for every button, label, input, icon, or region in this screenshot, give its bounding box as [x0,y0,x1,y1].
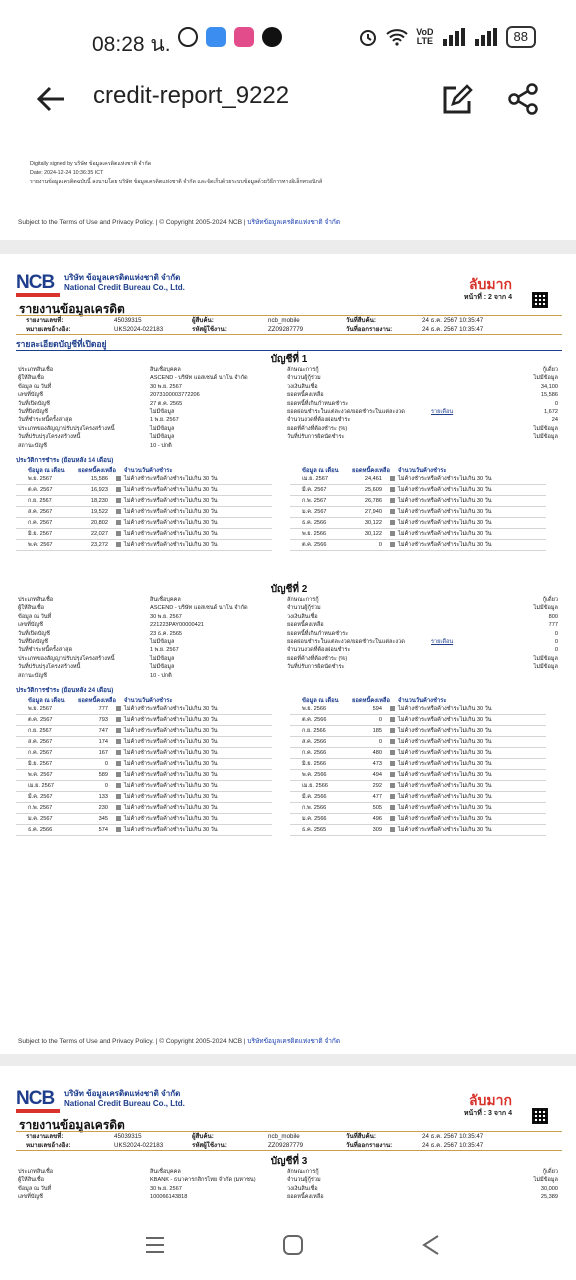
field-label: วันที่ปรับการผิดนัดชำระ [287,664,345,671]
field-value: 15,586 [540,392,558,399]
field-label: วันที่ปิดบัญชี [18,409,48,415]
back-icon[interactable] [420,1234,442,1256]
history-row: มี.ค. 2567 25,609 ไม่ค้างชำระหรือค้างชำระไม่เกิน 30 วัน [290,485,546,496]
account-title: บัญชีที่ 1 [270,354,308,365]
history-row: มิ.ย. 2566 473 ไม่ค้างชำระหรือค้างชำระไม่เกิน 30 วัน [290,759,546,770]
history-title: ประวัติการชำระ (ย้อนหลัง 24 เดือน) [16,687,114,694]
history-column-header: ยอดหนี้คงเหลือ [352,468,390,474]
tiktok-icon [178,27,198,47]
field-value: ไม่มีข้อมูล [150,434,175,441]
pdf-page-1 [0,122,576,240]
field-value: ไม่มีข้อมูล [150,425,175,432]
field-label: วงเงินสินเชื่อ [287,613,318,620]
field-label: วันที่ปรับปรุงโครงสร้างหนี้ [18,664,81,671]
history-row: เม.ย. 2567 0 ไม่ค้างชำระหรือค้างชำระไม่เกิน 30 วัน [16,781,272,792]
history-title: ประวัติการชำระ (ย้อนหลัง 14 เดือน) [16,457,114,464]
field-label: ประเภทของสัญญาปรับปรุงโครงสร้างหนี้ [18,655,115,662]
field-label: วันที่ปรับปรุงโครงสร้างหนี้ [18,434,81,441]
field-value: ไม่มีข้อมูล [533,425,558,432]
field-label: เลขที่บัญชี [18,1194,43,1201]
field-value: 30 พ.ย. 2567 [150,613,182,620]
field-label: วงเงินสินเชื่อ [287,1185,318,1192]
field-value: 25,389 [540,1194,558,1201]
history-row: มี.ค. 2567 133 ไม่ค้างชำระหรือค้างชำระไม่เกิน 30 วัน [16,792,272,803]
history-row: ก.ค. 2567 167 ไม่ค้างชำระหรือค้างชำระไม่เกิน 30 วัน [16,748,272,759]
field-value: 30 พ.ย. 2567 [150,1185,182,1192]
history-row: ก.ย. 2566 185 ไม่ค้างชำระหรือค้างชำระไม่เกิน 30 วัน [290,726,546,737]
field-value: 34,100 [540,383,558,390]
field-value: KBANK - ธนาคารกสิกรไทย จำกัด (มหาชน) [150,1177,256,1184]
field-value: สินเชื่อบุคคล [150,597,181,603]
history-column-header: ข้อมูล ณ เดือน [302,698,339,704]
document-title: credit-report_9222 [93,82,290,109]
history-column-header: ข้อมูล ณ เดือน [28,468,65,474]
field-label: ประเภทสินเชื่อ [18,367,54,373]
field-value: 777 [548,622,558,629]
company-name: บริษัท ข้อมูลเครดิตแห่งชาติ จำกัด National Credit Bureau Co., Ltd. [64,1089,185,1108]
field-label: ยอดหนี้คงเหลือ [287,392,324,399]
history-row: ส.ค. 2566 0 ไม่ค้างชำระหรือค้างชำระไม่เกิน 30 วัน [290,737,546,748]
field-value: ไม่มีข้อมูล [533,375,558,382]
field-label: จำนวนผู้กู้ร่วม [287,605,321,612]
history-row: ก.ค. 2567 20,802 ไม่ค้างชำระหรือค้างชำระไม่เกิน 30 วัน [16,518,272,529]
history-row: ม.ค. 2566 496 ไม่ค้างชำระหรือค้างชำระไม่เกิน 30 วัน [290,814,546,825]
ncb-logo: NCB [16,1088,60,1113]
history-row: พ.ค. 2567 589 ไม่ค้างชำระหรือค้างชำระไม่เกิน 30 วัน [16,770,272,781]
company-name: บริษัท ข้อมูลเครดิตแห่งชาติ จำกัด National Credit Bureau Co., Ltd. [64,273,185,292]
history-row: มิ.ย. 2567 0 ไม่ค้างชำระหรือค้างชำระไม่เกิน 30 วัน [16,759,272,770]
history-row: ก.ย. 2567 747 ไม่ค้างชำระหรือค้างชำระไม่เกิน 30 วัน [16,726,272,737]
field-label: วันที่ปิดบัญชี [18,639,48,645]
history-column-header: ยอดหนี้คงเหลือ [352,698,390,704]
wifi-icon [386,28,408,46]
page-number: หน้าที่ : 3 จาก 4 [463,1110,512,1117]
field-value: กู้เดี่ยว [542,597,558,603]
field-value: ไม่มีข้อมูล [533,1177,558,1184]
footer-link[interactable]: บริษัทข้อมูลเครดิตแห่งชาติ จำกัด [247,1038,341,1045]
field-label: ยอดผ่อนชำระในแต่ละงวด/ยอดชำระในแต่ละงวด [287,409,405,415]
history-row: พ.ย. 2566 594 ไม่ค้างชำระหรือค้างชำระไม่เกิน 30 วัน [290,704,546,715]
field-label: เลขที่บัญชี [18,622,43,629]
history-row: มี.ค. 2566 477 ไม่ค้างชำระหรือค้างชำระไม่เกิน 30 วัน [290,792,546,803]
field-value: ไม่มีข้อมูล [533,655,558,662]
page-footer: Subject to the Terms of Use and Privacy Policy. | © Copyright 2005-2024 NCB | บริษัทข้อมูลเครดิตแห่งชาติ จำกัด [18,1038,341,1045]
field-value: 800 [548,613,558,620]
history-column-header: ข้อมูล ณ เดือน [28,698,65,704]
field-value: 100066143818 [150,1194,188,1201]
field-label: ข้อมูล ณ วันที่ [18,613,52,620]
field-label: ลักษณะการกู้ [287,1169,319,1175]
alarm-icon [358,27,378,47]
status-bar [0,0,576,76]
field-value: ไม่มีข้อมูล [150,639,175,645]
field-value: 0 [554,630,558,637]
field-value: กู้เดี่ยว [542,367,558,373]
field-label: ลักษณะการกู้ [287,367,319,373]
chat-app-icon [206,27,226,47]
history-row: ก.พ. 2566 505 ไม่ค้างชำระหรือค้างชำระไม่เกิน 30 วัน [290,803,546,814]
field-label: ยอดหนี้คงเหลือ [287,622,324,629]
history-row: ก.ค. 2566 480 ไม่ค้างชำระหรือค้างชำระไม่เกิน 30 วัน [290,748,546,759]
back-arrow-icon[interactable] [34,82,68,116]
home-icon[interactable] [282,1234,304,1256]
edit-icon[interactable] [440,82,474,116]
field-label: ยอดหนี้ที่เกินกำหนดชำระ [287,400,349,407]
field-value: 0 [554,400,558,407]
field-label: ยอดที่ค้างที่ต้องชำระ (%) [287,655,348,662]
system-icons [358,26,536,48]
field-value: 0 [554,647,558,654]
history-row: ก.ย. 2567 18,230 ไม่ค้างชำระหรือค้างชำระไม่เกิน 30 วัน [16,496,272,507]
field-label: จำนวนผู้กู้ร่วม [287,375,321,382]
confidential-badge: ลับมาก [468,1092,512,1108]
field-label: ยอดหนี้ที่เกินกำหนดชำระ [287,630,349,637]
digital-signature: Digitally signed by บริษัท ข้อมูลเครดิตแห่งชาติ จำกัด Date: 2024-12-24 10:36:35 ICT รายงานข้อมูลเครดิตฉบับนี้ ลงนามโดย บริษัท ข้อมูลเครดิตแห่งชาติ จำกัด และจัดเก็บด้วยระบบข้อมูลด้วยวิธีการทางอิเล็กทรอนิกส์ [30,161,323,185]
history-row: ต.ค. 2566 0 ไม่ค้างชำระหรือค้างชำระไม่เกิน 30 วัน [290,540,546,551]
history-row: ต.ค. 2566 0 ไม่ค้างชำระหรือค้างชำระไม่เกิน 30 วัน [290,715,546,726]
field-label: สถานะบัญชี [18,442,47,449]
field-label: ประเภทสินเชื่อ [18,1169,54,1175]
field-label: ผู้ให้สินเชื่อ [18,1177,45,1184]
field-value: 221223PAY00000421 [150,622,204,629]
facebook-icon [262,27,282,47]
field-value: ASCEND - บริษัท แอสเซนด์ นาโน จำกัด [150,605,248,612]
field-value: ไม่มีข้อมูล [150,664,175,671]
field-label: วันที่ชำระหนี้ครั้งล่าสุด [18,647,73,654]
field-label: สถานะบัญชี [18,672,47,679]
field-label: ลักษณะการกู้ [287,597,319,603]
navigation-bar [0,1210,576,1280]
field-label: วันที่เปิดบัญชี [18,400,50,407]
field-value: กู้เดี่ยว [542,1169,558,1175]
field-label: จำนวนงวดที่ต้องผ่อนชำระ [287,417,351,424]
monthly-link: รายเดือน [431,639,454,645]
field-value: สินเชื่อบุคคล [150,367,181,373]
history-column-header: จำนวนวันค้างชำระ [398,468,447,474]
field-value: 10 - ปกติ [150,672,172,679]
history-row: พ.ค. 2566 494 ไม่ค้างชำระหรือค้างชำระไม่เกิน 30 วัน [290,770,546,781]
history-column-header: ยอดหนี้คงเหลือ [78,698,116,704]
history-row: ก.พ. 2567 26,786 ไม่ค้างชำระหรือค้างชำระไม่เกิน 30 วัน [290,496,546,507]
field-value: 10 - ปกติ [150,442,172,449]
field-value: ไม่มีข้อมูล [150,655,175,662]
page-gap [0,240,576,254]
account-title: บัญชีที่ 3 [270,1156,308,1167]
history-row: พ.ย. 2567 15,586 ไม่ค้างชำระหรือค้างชำระไม่เกิน 30 วัน [16,474,272,485]
footer-link[interactable]: บริษัทข้อมูลเครดิตแห่งชาติ จำกัด [247,219,341,226]
field-label: ยอดหนี้คงเหลือ [287,1194,324,1201]
field-label: ยอดผ่อนชำระในแต่ละงวด/ยอดชำระในแต่ละงวด [287,639,405,645]
field-label: วงเงินสินเชื่อ [287,383,318,390]
field-label: จำนวนงวดที่ต้องผ่อนชำระ [287,647,351,654]
report-title: รายงานข้อมูลเครดิต [19,302,125,316]
signal-icon-2 [474,28,498,46]
qr-code [532,1108,548,1124]
field-value: 27 ต.ค. 2565 [150,400,183,407]
share-icon[interactable] [506,82,540,116]
field-label: วันที่เปิดบัญชี [18,630,50,637]
field-value: ไม่มีข้อมูล [533,605,558,612]
field-label: ผู้ให้สินเชื่อ [18,605,45,612]
account-title: บัญชีที่ 2 [270,584,308,595]
field-value: 30 พ.ย. 2567 [150,383,182,390]
report-title: รายงานข้อมูลเครดิต [19,1118,125,1132]
volte-icon: VoD LTE [416,27,434,46]
history-column-header: จำนวนวันค้างชำระ [398,698,447,704]
field-value: ASCEND - บริษัท แอสเซนด์ นาโน จำกัด [150,375,248,382]
field-value: 24 [551,417,558,424]
history-row: พ.ย. 2567 777 ไม่ค้างชำระหรือค้างชำระไม่เกิน 30 วัน [16,704,272,715]
confidential-badge: ลับมาก [468,276,512,292]
field-label: จำนวนผู้กู้ร่วม [287,1177,321,1184]
section-divider [16,350,562,351]
history-row: ม.ค. 2567 27,940 ไม่ค้างชำระหรือค้างชำระไม่เกิน 30 วัน [290,507,546,518]
history-row: ส.ค. 2567 19,522 ไม่ค้างชำระหรือค้างชำระไม่เกิน 30 วัน [16,507,272,518]
line-man-icon [234,27,254,47]
history-row: ธ.ค. 2566 574 ไม่ค้างชำระหรือค้างชำระไม่เกิน 30 วัน [16,825,272,836]
field-value: ไม่มีข้อมูล [533,664,558,671]
history-column-header: ข้อมูล ณ เดือน [302,468,339,474]
report-meta: รายงานเลขที่: 45039315 ผู้สืบค้น: ncb_mobile วันที่สืบค้น: 24 ธ.ค. 2567 10:35:47 หมายเลขอ้างอิง: UKS2024-022183 รหัสผู้ใช้งาน: ZZ09287779 วันที่ออกรายงาน: 24 ธ.ค. 2567 10:35:47 [16,1131,562,1151]
notification-icons [178,27,282,47]
field-value: สินเชื่อบุคคล [150,1169,181,1175]
page-footer: Subject to the Terms of Use and Privacy Policy. | © Copyright 2005-2024 NCB | บริษัทข้อมูลเครดิตแห่งชาติ จำกัด [18,219,341,226]
page-number: หน้าที่ : 2 จาก 4 [463,294,512,301]
field-value: 2073100003772206 [150,392,200,399]
history-row: เม.ย. 2567 24,461 ไม่ค้างชำระหรือค้างชำระไม่เกิน 30 วัน [290,474,546,485]
field-value: 1 พ.ย. 2567 [150,647,179,654]
field-label: วันที่ชำระหนี้ครั้งล่าสุด [18,417,73,424]
section-title: รายละเอียดบัญชีที่เปิดอยู่ [16,339,107,349]
qr-code [532,292,548,308]
pdf-page-3 [0,1066,576,1210]
field-label: ประเภทของสัญญาปรับปรุงโครงสร้างหนี้ [18,425,115,432]
app-bar [0,76,576,122]
field-label: ประเภทสินเชื่อ [18,597,54,603]
field-value: 23 ธ.ค. 2565 [150,630,183,637]
field-value: ไม่มีข้อมูล [150,409,175,415]
history-column-header: ยอดหนี้คงเหลือ [78,468,116,474]
ncb-logo: NCB [16,272,60,297]
monthly-link: รายเดือน [431,409,454,415]
history-row: เม.ย. 2566 292 ไม่ค้างชำระหรือค้างชำระไม่เกิน 30 วัน [290,781,546,792]
signal-icon-1 [442,28,466,46]
recent-apps-icon[interactable] [144,1234,166,1256]
history-row: มิ.ย. 2567 22,027 ไม่ค้างชำระหรือค้างชำระไม่เกิน 30 วัน [16,529,272,540]
pdf-page-2 [0,254,576,1054]
battery-indicator: 88 [506,26,536,48]
field-label: ข้อมูล ณ วันที่ [18,1185,52,1192]
field-value: 0 [554,639,558,645]
history-column-header: จำนวนวันค้างชำระ [124,698,173,704]
field-value: 30,000 [540,1185,558,1192]
page-gap [0,1054,576,1066]
field-value: 1,672 [544,409,558,415]
history-row: พ.ค. 2567 23,272 ไม่ค้างชำระหรือค้างชำระไม่เกิน 30 วัน [16,540,272,551]
history-row: ต.ค. 2567 16,923 ไม่ค้างชำระหรือค้างชำระไม่เกิน 30 วัน [16,485,272,496]
field-label: ผู้ให้สินเชื่อ [18,375,45,382]
history-row: ก.พ. 2567 230 ไม่ค้างชำระหรือค้างชำระไม่เกิน 30 วัน [16,803,272,814]
field-value: ไม่มีข้อมูล [533,434,558,441]
history-row: ธ.ค. 2565 309 ไม่ค้างชำระหรือค้างชำระไม่เกิน 30 วัน [290,825,546,836]
field-label: ยอดที่ค้างที่ต้องชำระ (%) [287,425,348,432]
clock: 08:28 น. [92,33,171,56]
history-row: ส.ค. 2567 174 ไม่ค้างชำระหรือค้างชำระไม่เกิน 30 วัน [16,737,272,748]
report-meta: รายงานเลขที่: 45039315 ผู้สืบค้น: ncb_mobile วันที่สืบค้น: 24 ธ.ค. 2567 10:35:47 หมายเลขอ้างอิง: UKS2024-022183 รหัสผู้ใช้งาน: ZZ09287779 วันที่ออกรายงาน: 24 ธ.ค. 2567 10:35:47 [16,315,562,335]
field-value: 1 พ.ย. 2567 [150,417,179,424]
field-label: ข้อมูล ณ วันที่ [18,383,52,390]
history-row: ต.ค. 2567 793 ไม่ค้างชำระหรือค้างชำระไม่เกิน 30 วัน [16,715,272,726]
field-label: วันที่ปรับการผิดนัดชำระ [287,434,345,441]
history-row: ม.ค. 2567 345 ไม่ค้างชำระหรือค้างชำระไม่เกิน 30 วัน [16,814,272,825]
history-column-header: จำนวนวันค้างชำระ [124,468,173,474]
field-label: เลขที่บัญชี [18,392,43,399]
history-row: ธ.ค. 2566 30,122 ไม่ค้างชำระหรือค้างชำระไม่เกิน 30 วัน [290,518,546,529]
history-row: พ.ย. 2566 30,122 ไม่ค้างชำระหรือค้างชำระไม่เกิน 30 วัน [290,529,546,540]
